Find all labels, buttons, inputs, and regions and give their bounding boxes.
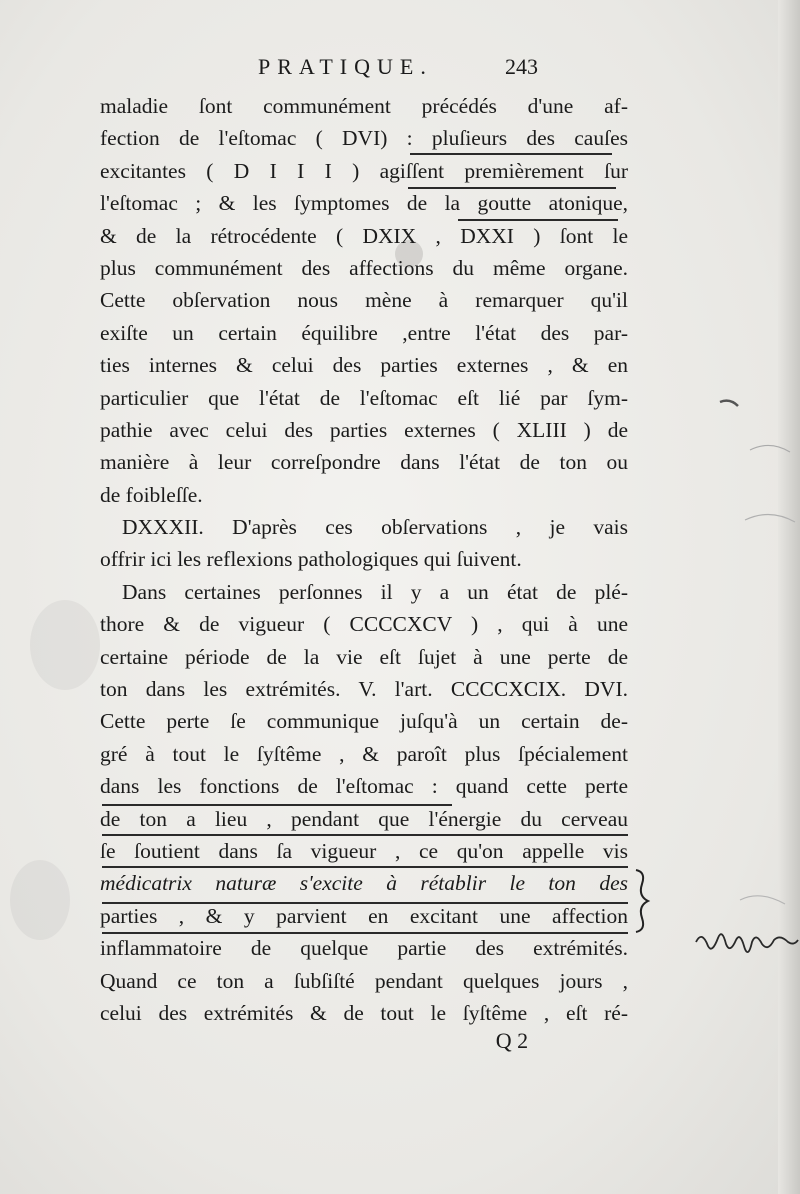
text-line: Quand ce ton a ſubſiſté pendant quelques jours , <box>100 968 628 993</box>
paper-stain <box>10 860 70 940</box>
text-line: Cette obſervation nous mène à remarquer qu'il <box>100 288 628 313</box>
text-line: offrir ici les reflexions pathologiques qui ſuivent. <box>100 547 522 572</box>
text-line: fection de l'eſtomac ( DVI) : pluſieurs des cauſes <box>100 126 628 151</box>
handwritten-underline <box>408 187 616 189</box>
body-text <box>100 90 628 1029</box>
text-line: maladie ſont communément précédés d'une af- <box>100 94 628 118</box>
text-line: de foibleſſe. <box>100 482 203 507</box>
handwritten-underline <box>458 219 618 221</box>
handwritten-underline <box>102 932 628 934</box>
text-line: Dans certaines perſonnes il y a un état de plé- <box>122 579 628 604</box>
handwritten-underline <box>102 834 628 836</box>
text-line: l'eſtomac ; & les ſymptomes de la goutte atonique, <box>100 191 628 216</box>
text-line: pathie avec celui des parties externes ( XLIII ) de <box>100 417 628 442</box>
text-line: dans les fonctions de l'eſtomac : quand cette perte <box>100 774 628 799</box>
handwritten-underline <box>410 153 612 155</box>
signature-mark: Q 2 <box>495 1028 529 1053</box>
text-line: celui des extrémités & de tout le ſyſtême , eſt ré- <box>100 1000 628 1025</box>
handwritten-underline <box>102 866 628 868</box>
running-head-title: PRATIQUE. <box>258 54 433 79</box>
text-line: ſe ſoutient dans ſa vigueur , ce qu'on appelle vis <box>100 838 628 863</box>
text-line: & de la rétrocédente ( DXIX , DXXI ) ſont le <box>100 223 628 248</box>
text-line: Cette perte ſe communique juſqu'à un certain de- <box>100 709 628 734</box>
text-line: manière à leur correſpondre dans l'état de ton ou <box>100 450 628 475</box>
text-line: exiſte un certain équilibre ,entre l'état des par- <box>100 320 628 345</box>
text-line: inflammatoire de quelque partie des extrémités. <box>100 936 628 961</box>
text-line: gré à tout le ſyſtême , & paroît plus ſpécialement <box>100 741 628 766</box>
text-line: DXXXII. D'après ces obſervations , je vais <box>122 515 628 540</box>
text-line: médicatrix naturæ s'excite à rétablir le ton des <box>100 871 628 896</box>
handwritten-underline <box>102 804 452 806</box>
page-number: 243 <box>505 54 538 79</box>
text-line: certaine période de la vie eſt ſujet à une perte de <box>100 644 628 669</box>
text-line: thore & de vigueur ( CCCCXCV ) , qui à une <box>100 612 628 637</box>
text-line: plus communément des affections du même organe. <box>100 255 628 280</box>
bleed-through-marks <box>570 380 800 1080</box>
text-line: parties , & y parvient en excitant une affection <box>100 903 628 928</box>
text-line: ton dans les extrémités. V. l'art. CCCCXCIX. DVI. <box>100 677 628 702</box>
handwritten-underline <box>102 902 628 904</box>
text-line: de ton a lieu , pendant que l'énergie du cerveau <box>100 806 628 831</box>
text-line: ties internes & celui des parties externes , & en <box>100 353 628 378</box>
text-line: excitantes ( D I I I ) agiſſent premièrement ſur <box>100 158 628 183</box>
running-head <box>258 54 538 90</box>
paper-stain <box>30 600 100 690</box>
text-line: particulier que l'état de l'eſtomac eſt lié par ſym- <box>100 385 628 410</box>
